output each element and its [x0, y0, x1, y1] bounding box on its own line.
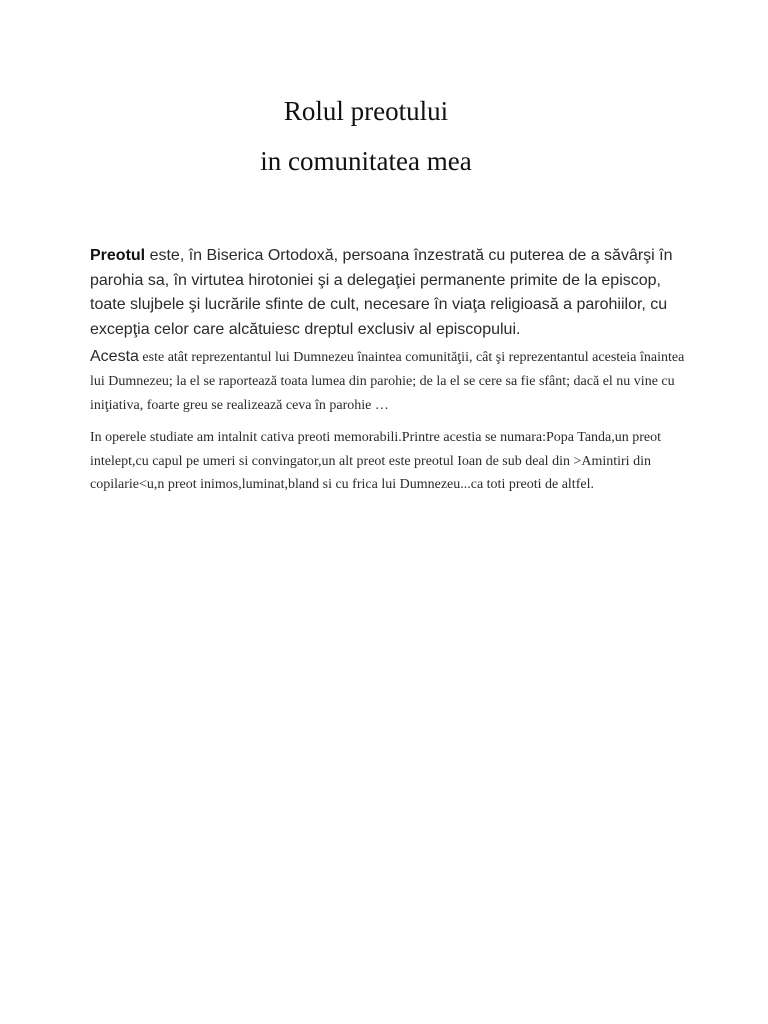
- document-title-line-2: in comunitatea mea: [260, 146, 472, 176]
- paragraph-role: [90, 345, 690, 418]
- paragraph-definition: [90, 244, 690, 342]
- paragraph-literature: In operele studiate am intalnit cativa preoti memorabili.Printre acestia se numara:Popa Tanda,un preot intelept,cu capul pe umeri si convingator,un alt preot este preotul Ioan de sub deal din >Amintiri din copilarie<u,n preot inimos,luminat,bland si cu frica lui Dumnezeu...ca toti preoti de altfel.: [90, 430, 662, 492]
- paragraph-definition-lead: Preotul: [90, 247, 146, 264]
- paragraph-role-body: este atât reprezentantul lui Dumnezeu înaintea comunităţii, cât şi reprezentantul acesteia înaintea lui Dumnezeu; la el se raportează toata lumea din parohie; de la el se cere sa fie sfânt; dacă el nu vine cu iniţiativa, foarte greu se realizează ceva în parohie …: [90, 350, 685, 413]
- paragraph-definition-body: este, în Biserica Ortodoxă, persoana înzestrată cu puterea de a săvârşi în parohia sa, în virtutea hirotoniei şi a delegaţiei permanente primite de la episcop, toate slujbele şi lucrările sfinte de cult, necesare în viaţa religioasă a parohiilor, cu excepţia celor care alcătuiesc dreptul exclusiv al episcopului.: [90, 247, 673, 338]
- paragraph-role-lead: Acesta: [90, 348, 139, 365]
- document-title-line-1: Rolul preotului: [283, 96, 449, 126]
